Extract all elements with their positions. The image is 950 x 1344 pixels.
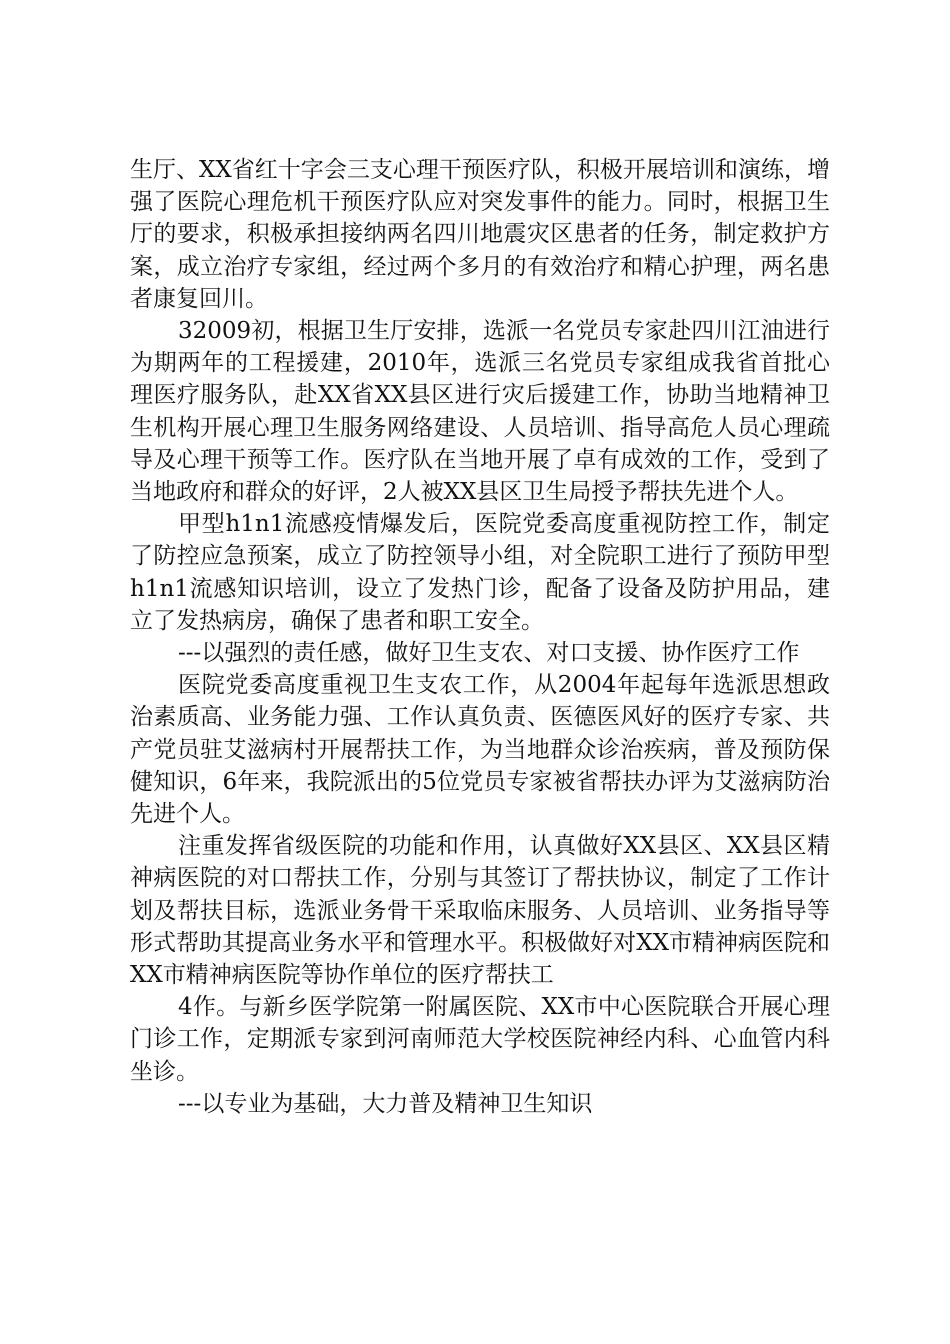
paragraph-rural-health: 医院党委高度重视卫生支农工作，从2004年起每年选派思想政治素质高、业务能力强、工作认真负责、医德医风好的医疗专家、共产党员驻艾滋病村开展帮扶工作，为当地群众诊治疾病，普及预防保健知识，6年来，我院派出的5位党员专家被省帮扶办评为艾滋病防治先进个人。 bbox=[130, 672, 830, 828]
paragraph-joint-clinic: 4作。与新乡医学院第一附属医院、XX市中心医院联合开展心理门诊工作，定期派专家到河南师范大学校医院神经内科、心血管内科坐诊。 bbox=[130, 994, 830, 1085]
paragraph-continuation: 生厅、XX省红十字会三支心理干预医疗队，积极开展培训和演练，增强了医院心理危机干预医疗队应对突发事件的能力。同时，根据卫生厅的要求，积极承担接纳两名四川地震灾区患者的任务，制定救护方案，成立治疗专家组，经过两个多月的有效治疗和精心护理，两名患者康复回川。 bbox=[130, 157, 830, 312]
paragraph-h1n1: 甲型h1n1流感疫情爆发后，医院党委高度重视防控工作，制定了防控应急预案，成立了防控领导小组，对全院职工进行了预防甲型h1n1流感知识培训，设立了发热门诊，配备了设备及防护用品，建立了发热病房，确保了患者和职工安全。 bbox=[130, 511, 830, 634]
paragraph-counterpart-support: 注重发挥省级医院的功能和作用，认真做好XX县区、XX县区精神病医院的对口帮扶工作，分别与其签订了帮扶协议，制定了工作计划及帮扶目标，选派业务骨干采取临床服务、人员培训、业务指导等形式帮助其提高业务水平和管理水平。积极做好对XX市精神病医院和XX市精神病医院等协作单位的医疗帮扶工 bbox=[130, 833, 830, 989]
paragraph-aid-sichuan: 32009初，根据卫生厅安排，选派一名党员专家赴四川江油进行为期两年的工程援建，2010年，选派三名党员专家组成我省首批心理医疗服务队，赴XX省XX县区进行灾后援建工作，协助当地精神卫生机构开展心理卫生服务网络建设、人员培训、指导高危人员心理疏导及心理干预等工作。医疗队在当地开展了卓有成效的工作，受到了当地政府和群众的好评，2人被XX县区卫生局授予帮扶先进个人。 bbox=[130, 318, 830, 506]
document-body bbox=[130, 154, 830, 1120]
section-heading-rural-support: ---以强烈的责任感，做好卫生支农、对口支援、协作医疗工作 bbox=[178, 640, 800, 667]
section-heading-mental-health: ---以专业为基础，大力普及精神卫生知识 bbox=[178, 1090, 593, 1117]
